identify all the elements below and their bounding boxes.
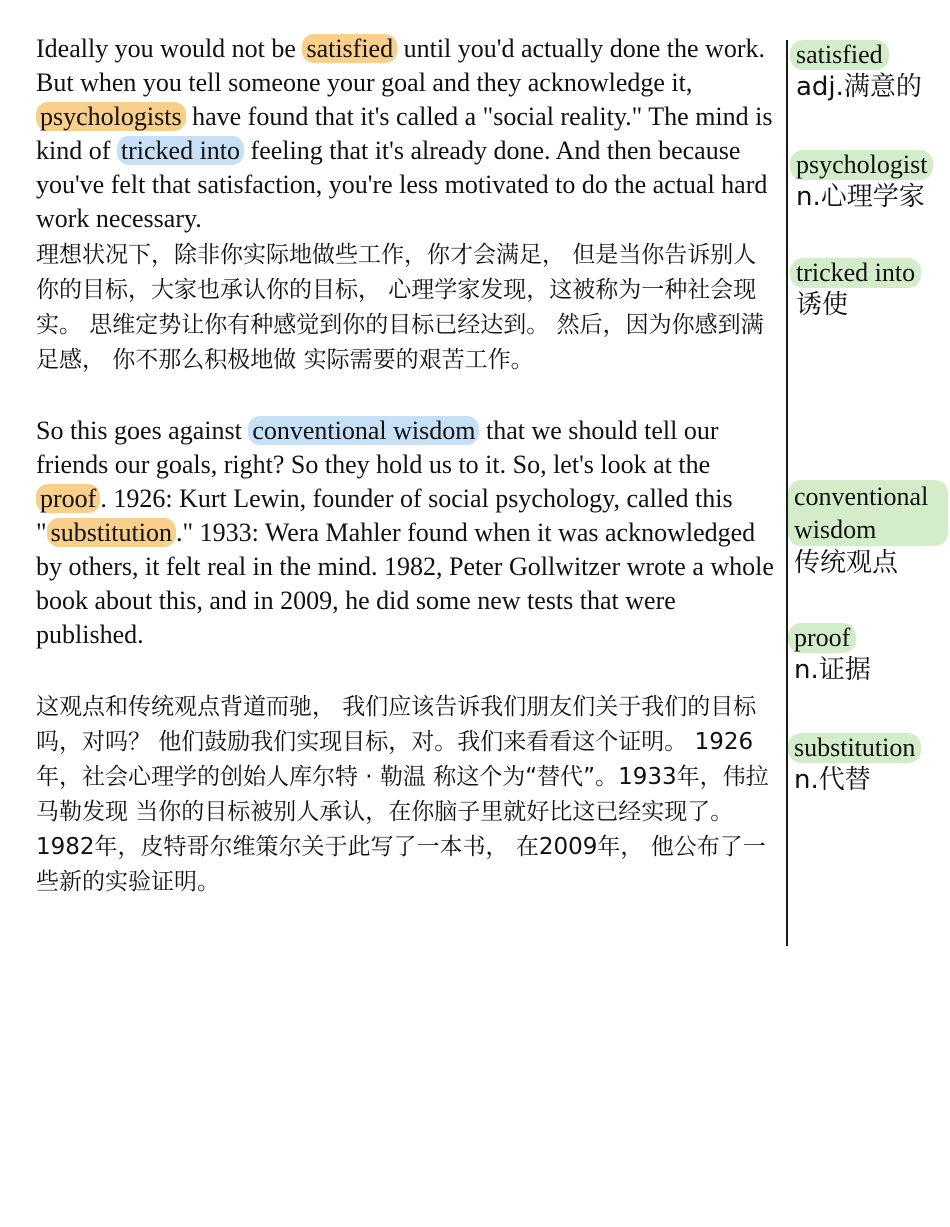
glossary-definition: adj.满意的 xyxy=(796,72,922,102)
highlight-conventional-wisdom[interactable]: conventional wisdom xyxy=(248,416,479,445)
glossary-entry-substitution xyxy=(788,733,948,797)
glossary-term: substitution xyxy=(788,733,921,763)
glossary-term: conventional wisdom xyxy=(788,480,948,546)
highlight-satisfied[interactable]: satisfied xyxy=(302,34,397,63)
passage2-chinese: 这观点和传统观点背道而驰， 我们应该告诉我们朋友们关于我们的目标吗，对吗？ 他们鼓励我们实现目标，对。我们来看看这个证明。 1926年，社会心理学的创始人库尔特 · 勒温 称这个为“替代”。1933年，伟拉马勒发现 当你的目标被别人承认，在你脑子里就好比这已经实现了。 1982年，皮特哥尔维策尔关于此写了一本书， 在2009年， 他公布了一些新的实验证明。 xyxy=(36,694,769,895)
glossary-definition: n.证据 xyxy=(794,655,871,685)
glossary-entry-conventional-wisdom xyxy=(788,480,948,580)
glossary-definition: 诱使 xyxy=(796,290,849,320)
glossary-entry-satisfied xyxy=(790,40,950,104)
glossary-term: satisfied xyxy=(790,40,889,70)
glossary-definition: 传统观点 xyxy=(794,548,899,578)
glossary-entry-tricked-into xyxy=(790,258,950,322)
glossary-entry-psychologist xyxy=(790,150,950,214)
passage1-chinese: 理想状况下，除非你实际地做些工作，你才会满足， 但是当你告诉别人你的目标，大家也承认你的目标， 心理学家发现，这被称为一种社会现实。 思维定势让你有种感觉到你的目标已经达到。 然后，因为你感到满足感， 你不那么积极地做 实际需要的艰苦工作。 xyxy=(36,242,764,373)
glossary-term: proof xyxy=(788,623,856,653)
glossary-definition: n.代替 xyxy=(794,765,871,795)
glossary-entry-proof xyxy=(788,623,948,687)
highlight-psychologists[interactable]: psychologists xyxy=(36,102,186,131)
glossary-term: psychologist xyxy=(790,150,933,180)
reading-passage xyxy=(36,32,776,900)
passage2-english: So this goes against conventional wisdom that we should tell our friends our goals, right? So they hold us to it. So, let's look at the proof . 1926: Kurt Lewin, founder of social psychology, called this " substitution ." 1933: Wera Mahler found when it was acknowledged by others, it felt real in the mind. 1982, Peter Gollwitzer wrote a whole book about this, and in 2009, he did some new tests that were published. xyxy=(36,416,774,649)
highlight-tricked-into[interactable]: tricked into xyxy=(117,136,244,165)
glossary-term: tricked into xyxy=(790,258,921,288)
glossary-definition: n.心理学家 xyxy=(796,182,925,212)
highlight-substitution[interactable]: substitution xyxy=(47,518,176,547)
highlight-proof[interactable]: proof xyxy=(36,484,100,513)
passage1-english: Ideally you would not be satisfied until you'd actually done the work. But when you tell someone your goal and they acknowledge it, psychologists have found that it's called a "social reality." The mind is kind of tricked into feeling that it's already done. And then because you've felt that satisfaction, you're less motivated to do the actual hard work necessary. xyxy=(36,34,773,233)
